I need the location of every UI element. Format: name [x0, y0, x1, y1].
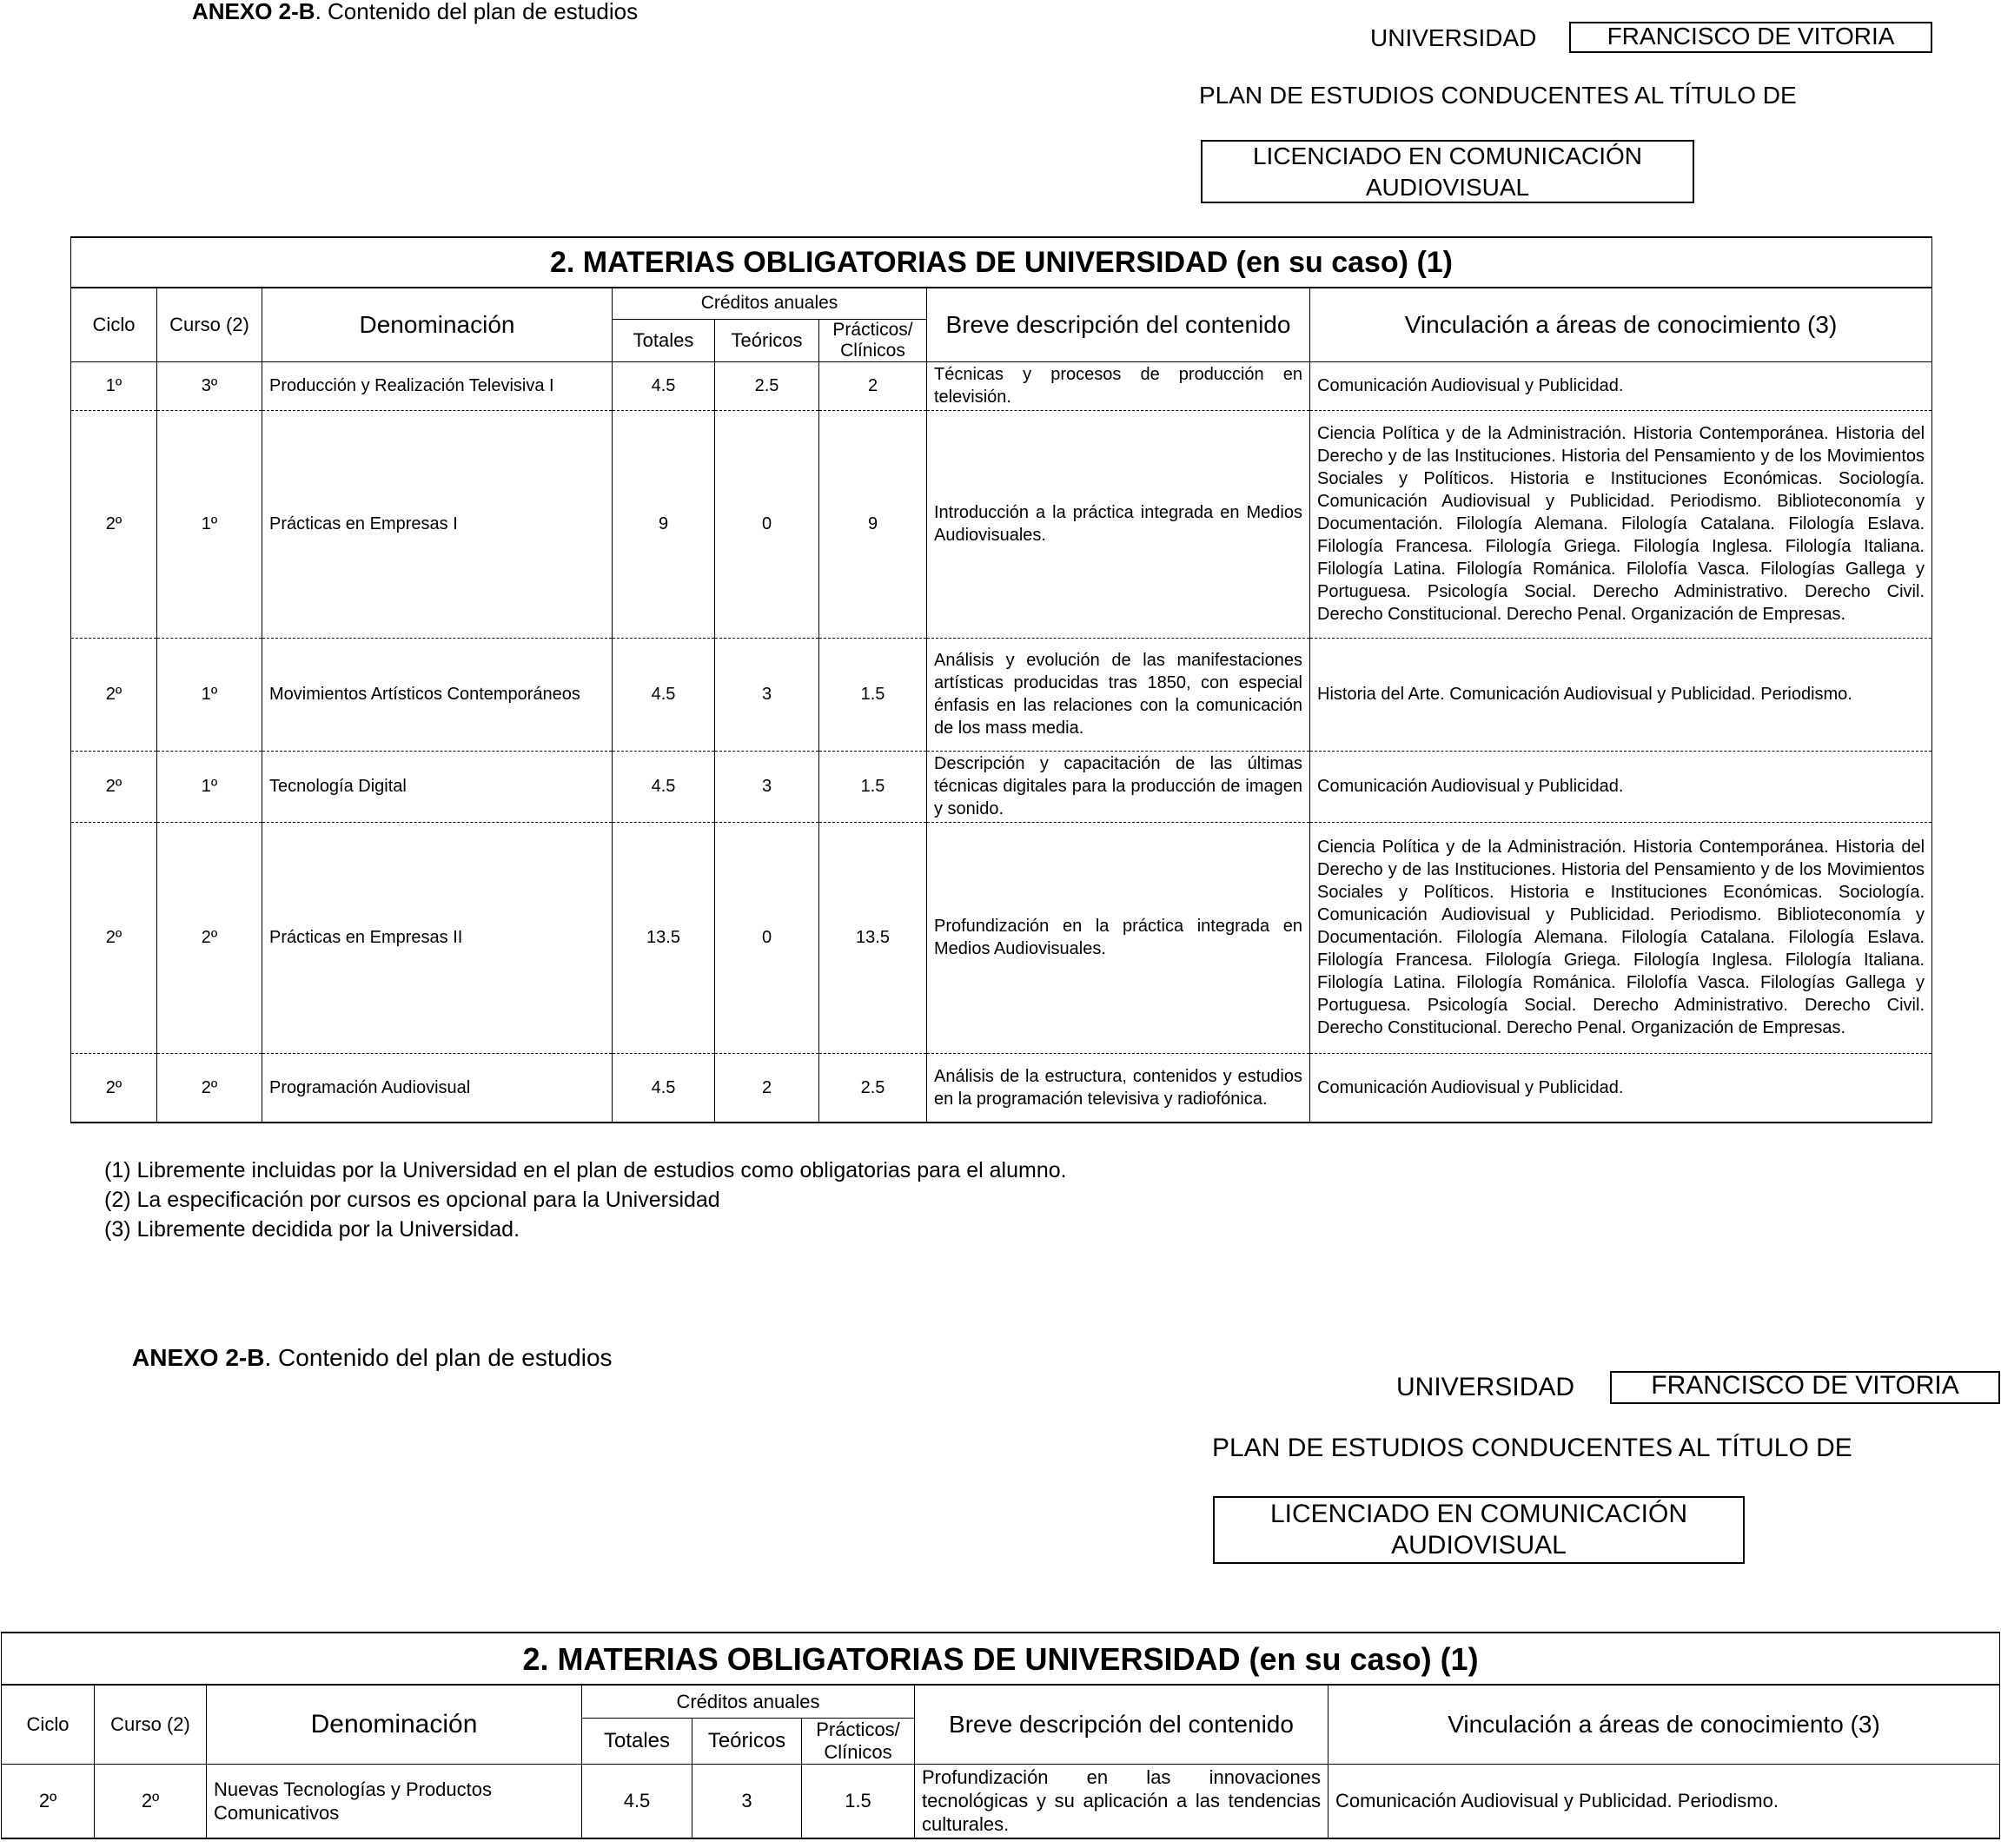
cell-descripcion: Análisis y evolución de las manifestaciones artísticas producidas tras 1850, con especial énfasis en las relaciones con la comunicación de los mass media.	[927, 638, 1310, 751]
header-vinculacion: Vinculación a áreas de conocimiento (3)	[1310, 288, 1932, 361]
table-row	[71, 410, 1932, 638]
cell-denominacion: Prácticas en Empresas I	[262, 410, 613, 638]
header-curso: Curso (2)	[157, 288, 262, 361]
page1-section-label	[192, 0, 638, 25]
cell-ciclo: 2º	[71, 751, 157, 822]
section-label-rest: . Contenido del plan de estudios	[315, 0, 639, 24]
cell-teoricos: 0	[715, 410, 819, 638]
table-row	[2, 1764, 2000, 1838]
cell-vinculacion: Ciencia Política y de la Administración. Historia Contemporánea. Historia del Derecho y de las Instituciones. Historia del Pensamiento y de los Movimientos Sociales y Políticos. Historia e Instituciones Económicas. Sociología. Comunicación Audiovisual y Publicidad. Periodismo. Biblioteconomía y Documentación. Filología Alemana. Filología Catalana. Filología Eslava. Filología Francesa. Filología Griega. Filología Inglesa. Filología Italiana. Filología Latina. Filología Románica. Filolofía Vasca. Filologías Gallega y Portuguesa. Psicología Social. Derecho Administrativo. Derecho Civil. Derecho Constitucional. Derecho Penal. Organización de Empresas.	[1310, 822, 1932, 1053]
cell-totales: 9	[613, 410, 715, 638]
cell-curso: 3º	[157, 361, 262, 410]
header-practicos: Prácticos/ Clínicos	[802, 1718, 915, 1764]
cell-totales: 4.5	[613, 1053, 715, 1123]
cell-practicos: 13.5	[819, 822, 927, 1053]
section-label-bold: ANEXO 2-B	[192, 0, 315, 24]
cell-curso: 2º	[157, 822, 262, 1053]
table-row	[71, 1053, 1932, 1123]
cell-ciclo: 2º	[71, 410, 157, 638]
table-row	[71, 822, 1932, 1053]
table-row	[71, 361, 1932, 410]
cell-descripcion: Técnicas y procesos de producción en televisión.	[927, 361, 1310, 410]
degree-line-2: AUDIOVISUAL	[1365, 173, 1530, 201]
cell-curso: 2º	[157, 1053, 262, 1123]
cell-vinculacion: Comunicación Audiovisual y Publicidad.	[1310, 1053, 1932, 1123]
header-ciclo: Ciclo	[71, 288, 157, 361]
cell-descripcion: Descripción y capacitación de las últimas técnicas digitales para la producción de imagen y sonido.	[927, 751, 1310, 822]
header-descripcion: Breve descripción del contenido	[927, 288, 1310, 361]
cell-practicos: 9	[819, 410, 927, 638]
cell-denominacion: Prácticas en Empresas II	[262, 822, 613, 1053]
footnote-3: (3) Libremente decidida por la Universidad.	[104, 1217, 520, 1242]
cell-ciclo: 2º	[71, 1053, 157, 1123]
header-descripcion: Breve descripción del contenido	[915, 1685, 1328, 1764]
cell-teoricos: 0	[715, 822, 819, 1053]
header-teoricos: Teóricos	[715, 319, 819, 361]
cell-denominacion: Producción y Realización Televisiva I	[262, 361, 613, 410]
cell-totales: 4.5	[613, 751, 715, 822]
page2-degree-box	[1213, 1496, 1745, 1564]
header-creditos: Créditos anuales	[613, 288, 927, 319]
cell-totales: 4.5	[613, 638, 715, 751]
cell-vinculacion: Comunicación Audiovisual y Publicidad.	[1310, 751, 1932, 822]
section-label-rest: . Contenido del plan de estudios	[264, 1344, 613, 1371]
header-totales: Totales	[613, 319, 715, 361]
cell-denominacion: Nuevas Tecnologías y Productos Comunicativos	[207, 1764, 582, 1838]
page1-university-name-box: FRANCISCO DE VITORIA	[1569, 22, 1932, 53]
cell-practicos: 1.5	[819, 638, 927, 751]
cell-practicos: 1.5	[802, 1764, 915, 1838]
cell-curso: 1º	[157, 751, 262, 822]
page2-subjects-table	[1, 1632, 2000, 1839]
header-vinculacion: Vinculación a áreas de conocimiento (3)	[1328, 1685, 2000, 1764]
footnote-1: (1) Libremente incluidas por la Universidad en el plan de estudios como obligatorias para el alumno.	[104, 1158, 1067, 1182]
table-row	[71, 638, 1932, 751]
section-label-bold: ANEXO 2-B	[132, 1344, 265, 1371]
cell-totales: 13.5	[613, 822, 715, 1053]
cell-vinculacion: Ciencia Política y de la Administración. Historia Contemporánea. Historia del Derecho y de las Instituciones. Historia del Pensamiento y de los Movimientos Sociales y Políticos. Historia e Instituciones Económicas. Sociología. Comunicación Audiovisual y Publicidad. Periodismo. Biblioteconomía y Documentación. Filología Alemana. Filología Catalana. Filología Eslava. Filología Francesa. Filología Griega. Filología Inglesa. Filología Italiana. Filología Latina. Filología Románica. Filolofía Vasca. Filologías Gallega y Portuguesa. Psicología Social. Derecho Administrativo. Derecho Civil. Derecho Constitucional. Derecho Penal. Organización de Empresas.	[1310, 410, 1932, 638]
header-creditos: Créditos anuales	[582, 1685, 915, 1718]
page2-university-label: UNIVERSIDAD	[1396, 1373, 1575, 1401]
header-totales: Totales	[582, 1718, 692, 1764]
footnote-2: (2) La especificación por cursos es opcional para la Universidad	[104, 1188, 720, 1212]
degree-line-2: AUDIOVISUAL	[1391, 1531, 1567, 1560]
page1-subjects-table	[70, 236, 1932, 1123]
cell-vinculacion: Historia del Arte. Comunicación Audiovisual y Publicidad. Periodismo.	[1310, 638, 1932, 751]
cell-curso: 1º	[157, 410, 262, 638]
header-denominacion: Denominación	[207, 1685, 582, 1764]
cell-descripcion: Profundización en las innovaciones tecnológicas y su aplicación a las tendencias culturales.	[915, 1764, 1328, 1838]
page2-plan-label: PLAN DE ESTUDIOS CONDUCENTES AL TÍTULO DE	[1212, 1434, 1852, 1462]
page1-degree-box	[1201, 140, 1694, 203]
cell-teoricos: 3	[692, 1764, 802, 1838]
page1-plan-label: PLAN DE ESTUDIOS CONDUCENTES AL TÍTULO DE	[1199, 82, 1797, 109]
degree-line-1: LICENCIADO EN COMUNICACIÓN	[1252, 142, 1643, 169]
cell-descripcion: Análisis de la estructura, contenidos y estudios en la programación televisiva y radiofónica.	[927, 1053, 1310, 1123]
page2-university-name-box: FRANCISCO DE VITORIA	[1610, 1371, 2000, 1404]
degree-line-1: LICENCIADO EN COMUNICACIÓN	[1269, 1500, 1688, 1528]
header-practicos: Prácticos/ Clínicos	[819, 319, 927, 361]
cell-vinculacion: Comunicación Audiovisual y Publicidad. Periodismo.	[1328, 1764, 2000, 1838]
page1-university-label: UNIVERSIDAD	[1370, 24, 1537, 51]
footnotes	[104, 1156, 1067, 1244]
cell-practicos: 1.5	[819, 751, 927, 822]
table-title: 2. MATERIAS OBLIGATORIAS DE UNIVERSIDAD (en su caso) (1)	[71, 237, 1932, 288]
cell-descripcion: Introducción a la práctica integrada en Medios Audiovisuales.	[927, 410, 1310, 638]
cell-ciclo: 2º	[2, 1764, 95, 1838]
cell-descripcion: Profundización en la práctica integrada en Medios Audiovisuales.	[927, 822, 1310, 1053]
cell-denominacion: Programación Audiovisual	[262, 1053, 613, 1123]
cell-ciclo: 2º	[71, 822, 157, 1053]
cell-denominacion: Movimientos Artísticos Contemporáneos	[262, 638, 613, 751]
cell-ciclo: 2º	[71, 638, 157, 751]
cell-teoricos: 2	[715, 1053, 819, 1123]
cell-teoricos: 3	[715, 638, 819, 751]
cell-vinculacion: Comunicación Audiovisual y Publicidad.	[1310, 361, 1932, 410]
table-title: 2. MATERIAS OBLIGATORIAS DE UNIVERSIDAD (en su caso) (1)	[2, 1633, 2000, 1685]
cell-practicos: 2	[819, 361, 927, 410]
cell-curso: 2º	[95, 1764, 207, 1838]
cell-totales: 4.5	[582, 1764, 692, 1838]
cell-practicos: 2.5	[819, 1053, 927, 1123]
page2-section-label	[132, 1344, 613, 1372]
table-row	[71, 751, 1932, 822]
cell-curso: 1º	[157, 638, 262, 751]
header-teoricos: Teóricos	[692, 1718, 802, 1764]
cell-teoricos: 3	[715, 751, 819, 822]
cell-teoricos: 2.5	[715, 361, 819, 410]
header-ciclo: Ciclo	[2, 1685, 95, 1764]
cell-denominacion: Tecnología Digital	[262, 751, 613, 822]
cell-totales: 4.5	[613, 361, 715, 410]
cell-ciclo: 1º	[71, 361, 157, 410]
header-curso: Curso (2)	[95, 1685, 207, 1764]
header-denominacion: Denominación	[262, 288, 613, 361]
